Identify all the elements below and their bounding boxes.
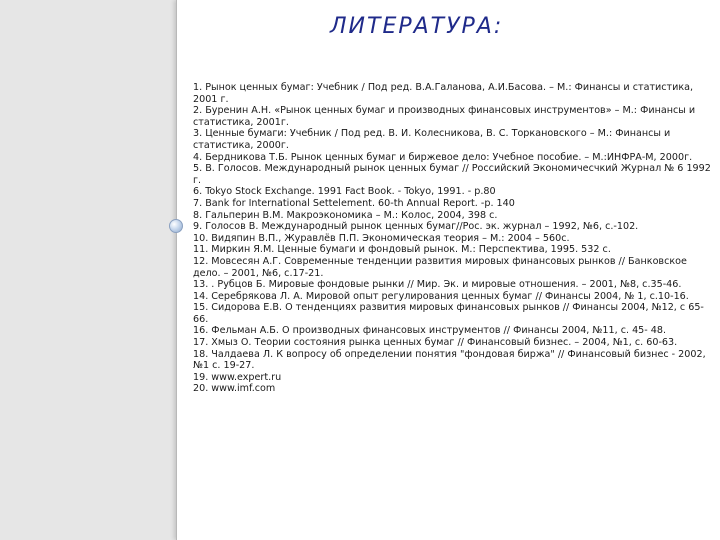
reference-item: 2. Буренин А.Н. «Рынок ценных бумаг и производных финансовых инструментов» – М.: Финансы и статистика, 2001г. <box>193 105 696 128</box>
reference-item: 9. Голосов В. Международный рынок ценных бумаг//Рос. эк. журнал – 1992, №6, с.-102. <box>193 221 639 233</box>
reference-item: 5. В. Голосов. Международный рынок ценных бумаг // Российский Экономичесчкий Журнал № 6 1992 г. <box>193 163 711 186</box>
reference-item: 16. Фельман А.Б. О производных финансовых инструментов // Финансы 2004, №11, с. 45- 48. <box>193 325 667 337</box>
reference-item: 13. . Рубцов Б. Мировые фондовые рынки // Мир. Эк. и мировые отношения. – 2001, №8, с.35-46. <box>193 279 682 291</box>
reference-item: 20. www.imf.com <box>193 383 276 395</box>
reference-item: 8. Гальперин В.М. Макроэкономика – М.: Колос, 2004, 398 с. <box>193 209 498 221</box>
reference-item: 7. Bank for International Settelement. 60-th Annual Report. -p. 140 <box>193 197 515 209</box>
reference-item: 6. Tokyo Stock Exchange. 1991 Fact Book. - Tokyo, 1991. - p.80 <box>193 186 496 198</box>
panel-divider <box>176 0 177 540</box>
reference-list <box>193 82 711 395</box>
decorative-bullet-circle <box>169 219 183 233</box>
reference-item: 3. Ценные бумаги: Учебник / Под ред. В. И. Колесникова, В. С. Торкановского – М.: Финансы и статистика, 2000г. <box>193 128 671 151</box>
reference-item: 14. Серебрякова Л. А. Мировой опыт регулирования ценных бумаг // Финансы 2004, № 1, с.10-16. <box>193 290 689 302</box>
slide-left-band <box>0 0 176 540</box>
reference-item: 11. Миркин Я.М. Ценные бумаги и фондовый рынок. М.: Перспектива, 1995. 532 с. <box>193 244 611 256</box>
reference-item: 10. Видяпин В.П., Журавлёв П.П. Экономическая теория – М.: 2004 – 560с. <box>193 232 570 244</box>
reference-item: 1. Рынок ценных бумаг: Учебник / Под ред. В.А.Галанова, А.И.Басова. – М.: Финансы и статистика, 2001 г. <box>193 82 694 105</box>
reference-item: 12. Мовсесян А.Г. Современные тенденции развития мировых финансовых рынков // Банковское дело. – 2001, №6, с.17-21. <box>193 255 687 279</box>
reference-item: 15. Сидорова Е.В. О тенденциях развития мировых финансовых рынков // Финансы 2004, №12, с 65-66. <box>193 302 704 325</box>
reference-item: 17. Хмыз О. Теории состояния рынка ценных бумаг // Финансовый бизнес. – 2004, №1, с. 60-63. <box>193 337 678 349</box>
slide-title: ЛИТЕРАТУРА: <box>330 14 504 39</box>
reference-item: 4. Бердникова Т.Б. Рынок ценных бумаг и биржевое дело: Учебное пособие. – М.:ИНФРА-М, 2000г. <box>193 151 693 163</box>
reference-item: 18. Чалдаева Л. К вопросу об определении понятия "фондовая биржа" // Финансовый бизнес - 2002, №1 с. 19-27. <box>193 348 706 372</box>
reference-item: 19. www.expert.ru <box>193 371 282 383</box>
